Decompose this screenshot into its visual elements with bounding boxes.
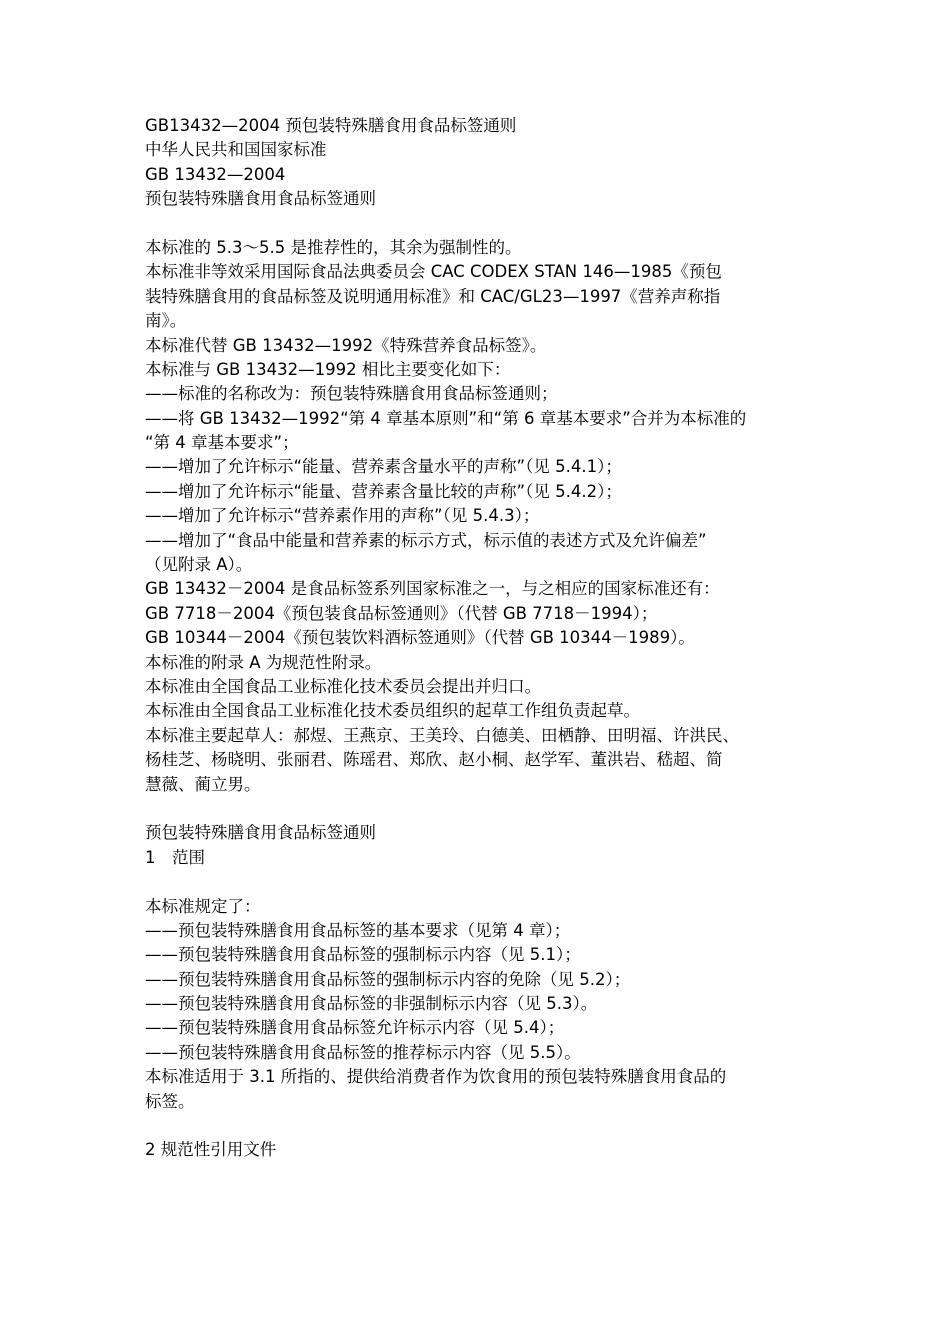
spacer bbox=[145, 212, 810, 236]
doc-title: GB13432—2004 预包装特殊膳食用食品标签通则 bbox=[145, 116, 517, 135]
foreword-line: ——将 GB 13432—1992“第 4 章基本原则”和“第 6 章基本要求”合并为本标准的 bbox=[145, 408, 747, 428]
foreword-line: “第 4 章基本要求”； bbox=[145, 433, 299, 453]
foreword-line: 南》。 bbox=[145, 311, 187, 331]
scope-line: ——预包装特殊膳食用食品标签的强制标示内容的免除（见 5.2）； bbox=[145, 969, 631, 989]
spacer bbox=[145, 1114, 810, 1138]
scope-line: ——预包装特殊膳食用食品标签的强制标示内容（见 5.1）； bbox=[145, 945, 581, 965]
scope-line: 本标准适用于 3.1 所指的、提供给消费者作为饮食用的预包装特殊膳食用食品的 bbox=[145, 1067, 727, 1087]
scope-line: ——预包装特殊膳食用食品标签的推荐标示内容（见 5.5）。 bbox=[145, 1042, 581, 1062]
scope-line: ——预包装特殊膳食用食品标签允许标示内容（见 5.4）； bbox=[145, 1018, 565, 1038]
scope-line: 标签。 bbox=[145, 1091, 195, 1111]
main-title: 预包装特殊膳食用食品标签通则 bbox=[145, 823, 376, 843]
foreword-line: GB 7718－2004《预包装食品标签通则》（代替 GB 7718－1994）； bbox=[145, 603, 658, 623]
scope-line: 本标准规定了： bbox=[145, 896, 261, 916]
standard-title: 预包装特殊膳食用食品标签通则 bbox=[145, 189, 376, 209]
document-page bbox=[145, 114, 810, 1163]
foreword-line: 本标准非等效采用国际食品法典委员会 CAC CODEX STAN 146—1985《预包 bbox=[145, 262, 722, 282]
foreword-line: ——增加了允许标示“能量、营养素含量比较的声称”（见 5.4.2）； bbox=[145, 481, 622, 501]
foreword-line: 慧薇、蔺立男。 bbox=[145, 774, 261, 794]
foreword-line: 本标准代替 GB 13432—1992《特殊营养食品标签》。 bbox=[145, 335, 547, 355]
spacer bbox=[145, 870, 810, 894]
scope-line: ——预包装特殊膳食用食品标签的基本要求（见第 4 章）； bbox=[145, 920, 571, 940]
foreword-line: ——增加了允许标示“能量、营养素含量水平的声称”（见 5.4.1）； bbox=[145, 457, 622, 477]
foreword-line: 本标准的附录 A 为规范性附录。 bbox=[145, 652, 382, 672]
spacer bbox=[145, 797, 810, 821]
foreword-line: GB 13432－2004 是食品标签系列国家标准之一，与之相应的国家标准还有： bbox=[145, 579, 720, 599]
foreword-line: ——增加了允许标示“营养素作用的声称”（见 5.4.3）； bbox=[145, 506, 540, 526]
foreword-line: ——标准的名称改为：预包装特殊膳食用食品标签通则； bbox=[145, 384, 558, 404]
standard-category: 中华人民共和国国家标准 bbox=[145, 140, 327, 160]
foreword-line: 本标准由全国食品工业标准化技术委员组织的起草工作组负责起草。 bbox=[145, 701, 640, 721]
section-heading: 1 范围 bbox=[145, 847, 205, 867]
foreword-line: GB 10344－2004《预包装饮料酒标签通则》（代替 GB 10344－1989）。 bbox=[145, 628, 695, 648]
section-heading: 2 规范性引用文件 bbox=[145, 1140, 277, 1160]
foreword-line: 本标准与 GB 13432—1992 相比主要变化如下： bbox=[145, 359, 511, 379]
foreword-line: ——增加了“食品中能量和营养素的标示方式，标示值的表述方式及允许偏差” bbox=[145, 530, 707, 550]
foreword-line: 杨桂芝、杨晓明、张丽君、陈瑶君、郑欣、赵小桐、赵学军、董洪岩、嵇超、简 bbox=[145, 750, 723, 770]
foreword-line: 本标准由全国食品工业标准化技术委员会提出并归口。 bbox=[145, 676, 541, 696]
foreword-line: 本标准的 5.3～5.5 是推荐性的，其余为强制性的。 bbox=[145, 237, 522, 257]
scope-line: ——预包装特殊膳食用食品标签的非强制标示内容（见 5.3）。 bbox=[145, 994, 598, 1014]
foreword-line: 装特殊膳食用的食品标签及说明通用标准》和 CAC/GL23—1997《营养声称指 bbox=[145, 286, 721, 306]
foreword-line: （见附录 A）。 bbox=[145, 555, 253, 575]
standard-number: GB 13432—2004 bbox=[145, 164, 286, 184]
foreword-line: 本标准主要起草人：郝煜、王燕京、王美玲、白德美、田栖静、田明福、许洪民、 bbox=[145, 725, 739, 745]
